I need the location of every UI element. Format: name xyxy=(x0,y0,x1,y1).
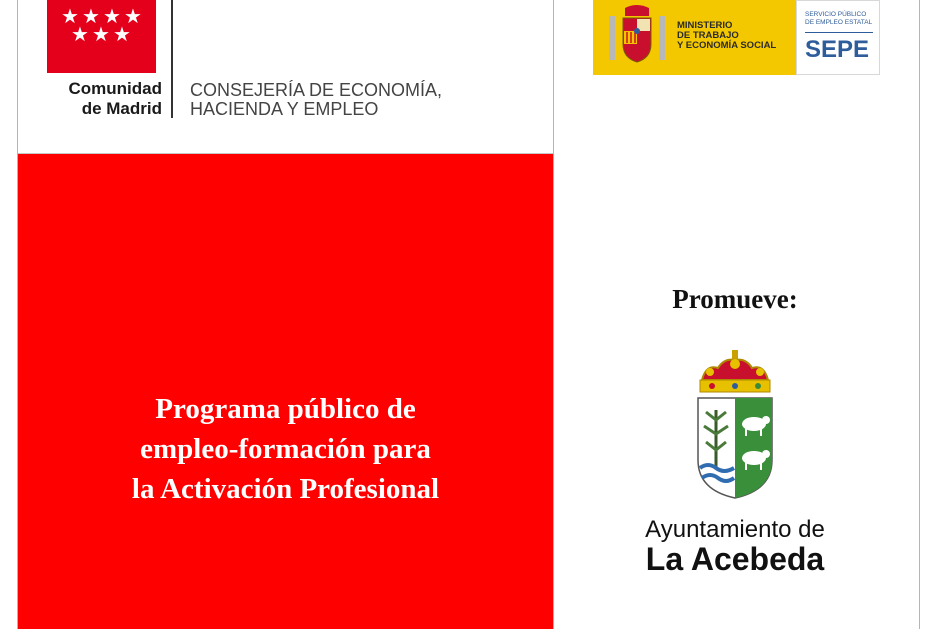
department-name xyxy=(190,81,530,119)
ministry-name xyxy=(677,21,795,51)
ministry-name-line-1: MINISTERIO xyxy=(677,20,733,31)
column-divider xyxy=(553,0,554,629)
department-line-2: HACIENDA Y EMPLEO xyxy=(190,99,379,119)
sepe-full-name-line-1: SERVICIO PÚBLICO xyxy=(805,11,867,18)
municipality-name-line-1: Ayuntamiento de xyxy=(645,516,825,543)
program-title-line-2: empleo-formación para xyxy=(140,433,431,465)
la-acebeda-coat-of-arms-icon xyxy=(690,350,780,500)
ministry-name-line-3: Y ECONOMÍA SOCIAL xyxy=(677,40,777,51)
program-panel xyxy=(18,153,553,629)
ministry-name-line-2: DE TRABAJO xyxy=(677,30,739,41)
region-name-line-1: Comunidad xyxy=(68,79,162,98)
sepe-full-name xyxy=(805,11,875,27)
sepe-rule xyxy=(805,32,873,33)
spain-coat-of-arms-icon xyxy=(607,4,667,66)
logo-divider xyxy=(171,0,173,118)
region-name xyxy=(47,79,162,119)
sepe-acronym: SEPE xyxy=(805,36,870,63)
region-name-line-2: de Madrid xyxy=(81,99,162,118)
program-title xyxy=(48,389,523,509)
program-title-line-1: Programa público de xyxy=(155,393,416,425)
sepe-full-name-line-2: DE EMPLEO ESTATAL xyxy=(805,19,873,26)
sepe-logo xyxy=(796,0,880,75)
program-title-line-3: la Activación Profesional xyxy=(131,473,440,505)
ministry-logo xyxy=(593,0,880,75)
department-line-1: CONSEJERÍA DE ECONOMÍA, xyxy=(190,80,443,100)
promoter-label: Promueve: xyxy=(672,284,798,314)
comunidad-madrid-flag-icon: ★ ★ ★ ★ ★ ★ ★ xyxy=(47,0,156,73)
municipality-name-line-2: La Acebeda xyxy=(645,541,825,577)
